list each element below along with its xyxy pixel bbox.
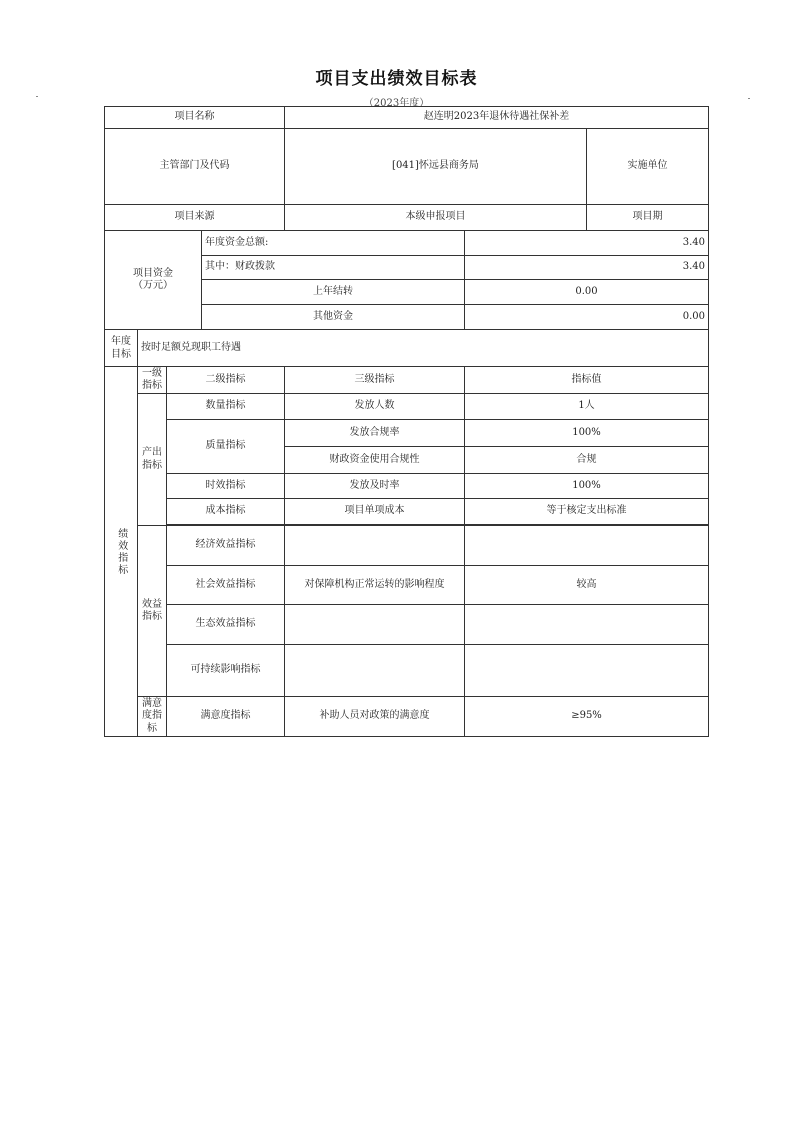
row-quality-1	[105, 420, 709, 447]
satisfaction-indicators-label: 满意度指标	[138, 697, 167, 737]
row-timeliness	[105, 474, 709, 499]
social-indicator-value: 较高	[465, 566, 709, 605]
funds-other-label: 其他资金	[202, 305, 465, 330]
sustainable-indicator-value	[465, 645, 709, 697]
header-level3: 三级指标	[285, 367, 465, 394]
timeliness-indicator-label: 时效指标	[167, 474, 285, 499]
quantity-indicator-value: 1人	[465, 394, 709, 420]
ecological-indicator-l3	[285, 605, 465, 645]
row-department	[105, 129, 709, 205]
ecological-indicator-value	[465, 605, 709, 645]
annual-goal-label-line1: 年度	[111, 335, 131, 347]
output-indicators-label: 产出指标	[138, 394, 167, 526]
header-value: 指标值	[465, 367, 709, 394]
social-indicator-l3: 对保障机构正常运转的影响程度	[285, 566, 465, 605]
funds-total-value: 3.40	[465, 231, 709, 256]
row-indicator-header	[105, 367, 709, 394]
funds-carryover-value: 0.00	[465, 280, 709, 305]
satisfaction-value: ≥95%	[465, 697, 709, 737]
header-level2: 二级指标	[167, 367, 285, 394]
annual-goal-label	[105, 330, 138, 367]
ecological-indicator-label: 生态效益指标	[167, 605, 285, 645]
quality-indicator-value-1: 100%	[465, 420, 709, 447]
page-title: 项目支出绩效目标表	[315, 69, 478, 89]
timeliness-indicator-l3: 发放及时率	[285, 474, 465, 499]
project-funds-label	[105, 231, 202, 330]
header-level1: 一级指标	[138, 367, 167, 394]
benefit-indicators-label: 效益指标	[138, 526, 167, 697]
row-sustainable	[105, 645, 709, 697]
department-label: 主管部门及代码	[105, 129, 285, 205]
sustainable-indicator-label: 可持续影响指标	[167, 645, 285, 697]
project-funds-label-line1: 项目资金	[133, 267, 173, 279]
cost-indicator-value: 等于核定支出标准	[465, 499, 709, 525]
quantity-indicator-l3: 发放人数	[285, 394, 465, 420]
project-source-label: 项目来源	[105, 205, 285, 231]
row-quantity	[105, 394, 709, 420]
quality-indicator-l3-1: 发放合规率	[285, 420, 465, 447]
row-project-name	[105, 107, 709, 129]
economic-indicator-label: 经济效益指标	[167, 526, 285, 566]
satisfaction-l3: 补助人员对政策的满意度	[285, 697, 465, 737]
annual-goal-label-line2: 目标	[111, 349, 131, 360]
row-social	[105, 566, 709, 605]
project-name-label: 项目名称	[105, 107, 285, 129]
social-indicator-label: 社会效益指标	[167, 566, 285, 605]
row-funds-total	[105, 231, 709, 256]
fiscal-year: （2023年度）	[363, 98, 430, 109]
row-source	[105, 205, 709, 231]
annual-goal-text: 按时足额兑现职工待遇	[138, 330, 709, 367]
economic-indicator-l3	[285, 526, 465, 566]
project-funds-label-line2: （万元）	[133, 280, 173, 291]
row-ecological	[105, 605, 709, 645]
row-cost	[105, 499, 709, 525]
scan-speck	[36, 96, 38, 97]
cost-indicator-l3: 项目单项成本	[285, 499, 465, 525]
project-name-value: 赵连明2023年退休待遇社保补差	[285, 107, 709, 129]
funds-carryover-label: 上年结转	[202, 280, 465, 305]
funds-total-label: 年度资金总额:	[202, 231, 465, 256]
quality-indicator-value-2: 合规	[465, 447, 709, 474]
row-economic	[105, 526, 709, 566]
row-annual-goal	[105, 330, 709, 367]
quality-indicator-label: 质量指标	[167, 420, 285, 474]
performance-indicators-label: 绩效指标	[105, 367, 138, 737]
sustainable-indicator-l3	[285, 645, 465, 697]
satisfaction-l2-label: 满意度指标	[167, 697, 285, 737]
scan-speck	[748, 98, 750, 99]
project-period-label: 项目期	[587, 205, 709, 231]
project-source-value: 本级申报项目	[285, 205, 587, 231]
funds-fiscal-label: 其中：财政拨款	[202, 256, 465, 280]
funds-fiscal-value: 3.40	[465, 256, 709, 280]
cost-indicator-label: 成本指标	[167, 499, 285, 525]
row-satisfaction	[105, 697, 709, 737]
quantity-indicator-label: 数量指标	[167, 394, 285, 420]
performance-target-table	[104, 106, 709, 737]
economic-indicator-value	[465, 526, 709, 566]
funds-other-value: 0.00	[465, 305, 709, 330]
quality-indicator-l3-2: 财政资金使用合规性	[285, 447, 465, 474]
implementing-unit-label: 实施单位	[587, 129, 709, 205]
timeliness-indicator-value: 100%	[465, 474, 709, 499]
department-value: [041]怀远县商务局	[285, 129, 587, 205]
